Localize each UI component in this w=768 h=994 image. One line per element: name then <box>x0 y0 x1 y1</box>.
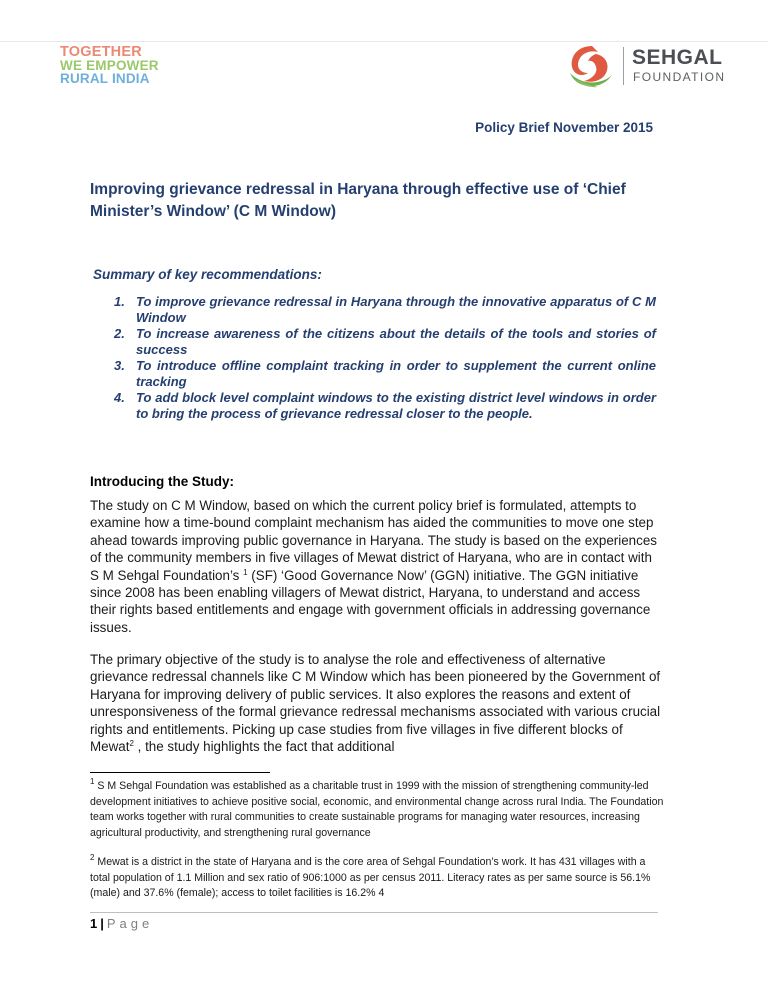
list-item-text: To improve grievance redressal in Haryana through the innovative apparatus of C M Window <box>136 294 656 325</box>
footnote-ref-1[interactable]: 1 <box>243 567 248 577</box>
page-number <box>90 916 153 931</box>
footnote-rule <box>90 772 270 773</box>
logo-subtitle: FOUNDATION <box>633 70 726 84</box>
footnote-text: Mewat is a district in the state of Haryana and is the core area of Sehgal Foundation’s work. It has 431 villages with a total population of 1.1 Million and sex ratio of 906:1000 as per census 2011. Literacy rates as per same source is 56.1% (male) and 37.6% (female); access to toilet facilities is 16.2% 4 <box>90 856 651 900</box>
footnote-1 <box>90 779 664 841</box>
list-item-text: To increase awareness of the citizens about the details of the tools and stories of success <box>136 326 656 357</box>
list-item <box>114 294 656 326</box>
logo-line-1: TOGETHER <box>60 44 142 60</box>
footnote-mark: 1 <box>90 777 95 786</box>
paragraph-text: , the study highlights the fact that additional <box>133 739 395 755</box>
list-item-number: 4. <box>114 390 125 405</box>
intro-paragraph-2 <box>90 651 662 755</box>
logo-divider <box>623 47 624 85</box>
summary-heading: Summary of key recommendations: <box>93 267 322 282</box>
recommendations-list <box>114 294 656 422</box>
brief-date: Policy Brief November 2015 <box>475 120 653 135</box>
list-item-text: To introduce offline complaint tracking in order to supplement the current online tracking <box>136 358 656 389</box>
logo-line-3: RURAL INDIA <box>60 71 150 86</box>
logo-line-2: WE EMPOWER <box>60 58 159 73</box>
footer-rule <box>90 912 658 913</box>
page-number-value: 1 <box>90 916 98 931</box>
footnote-mark: 2 <box>90 853 95 862</box>
paragraph-text: The study on C M Window, based on which the current policy brief is formulated, attempts to examine how a time-bound complaint mechanism has aided the communities to move one step ahead towards improving public governance in Haryana. The study is based on the experiences of the community members in five villages of Mewat district of Haryana, who are in contact with S M Sehgal Foundation’s <box>90 498 657 583</box>
page-label: Page <box>106 916 154 931</box>
footnote-ref-2[interactable]: 2 <box>129 739 134 749</box>
paragraph-text: The primary objective of the study is to analyse the role and effectiveness of alternative grievance redressal channels like C M Window which has been pioneered by the Government of Haryana for improving delivery of public services. It also explores the reasons and extent of unresponsiveness of the formal grievance redressal mechanisms associated with various crucial rights and entitlements. Picking up case studies from five villages in five different blocks of Mewat <box>90 652 661 755</box>
sehgal-foundation-logo <box>566 43 726 89</box>
list-item <box>114 390 656 422</box>
list-item <box>114 326 656 358</box>
header-rule <box>0 41 768 42</box>
document-title: Improving grievance redressal in Haryana through effective use of ‘Chief Minister’s Window’ (C M Window) <box>90 181 626 220</box>
list-item-number: 3. <box>114 358 125 373</box>
list-item-number: 1. <box>114 294 125 309</box>
page-separator: | <box>100 916 104 931</box>
sehgal-emblem-icon <box>566 43 618 89</box>
list-item-text: To add block level complaint windows to the existing district level windows in order to bring the process of grievance redressal closer to the people. <box>136 390 656 421</box>
intro-paragraph-1 <box>90 497 662 636</box>
list-item <box>114 358 656 390</box>
together-logo <box>60 46 159 85</box>
paragraph-text: (SF) ‘Good Governance Now’ (GGN) initiative. The GGN initiative since 2008 has been enabling villagers of Mewat district, Haryana, to understand and access their rights based entitlements and engage with government officials in addressing governance issues. <box>90 567 651 635</box>
footnote-text: S M Sehgal Foundation was established as a charitable trust in 1999 with the mission of strengthening community-led development initiatives to achieve positive social, economic, and environmental change across rural India. The Foundation team works together with rural communities to create sustainable programs for managing water resources, increasing agricultural productivity, and strengthening rural governance <box>90 780 664 839</box>
footnote-2 <box>90 855 664 902</box>
logo-brand: SEHGAL <box>632 46 723 69</box>
section-heading: Introducing the Study: <box>90 474 234 489</box>
list-item-number: 2. <box>114 326 125 341</box>
